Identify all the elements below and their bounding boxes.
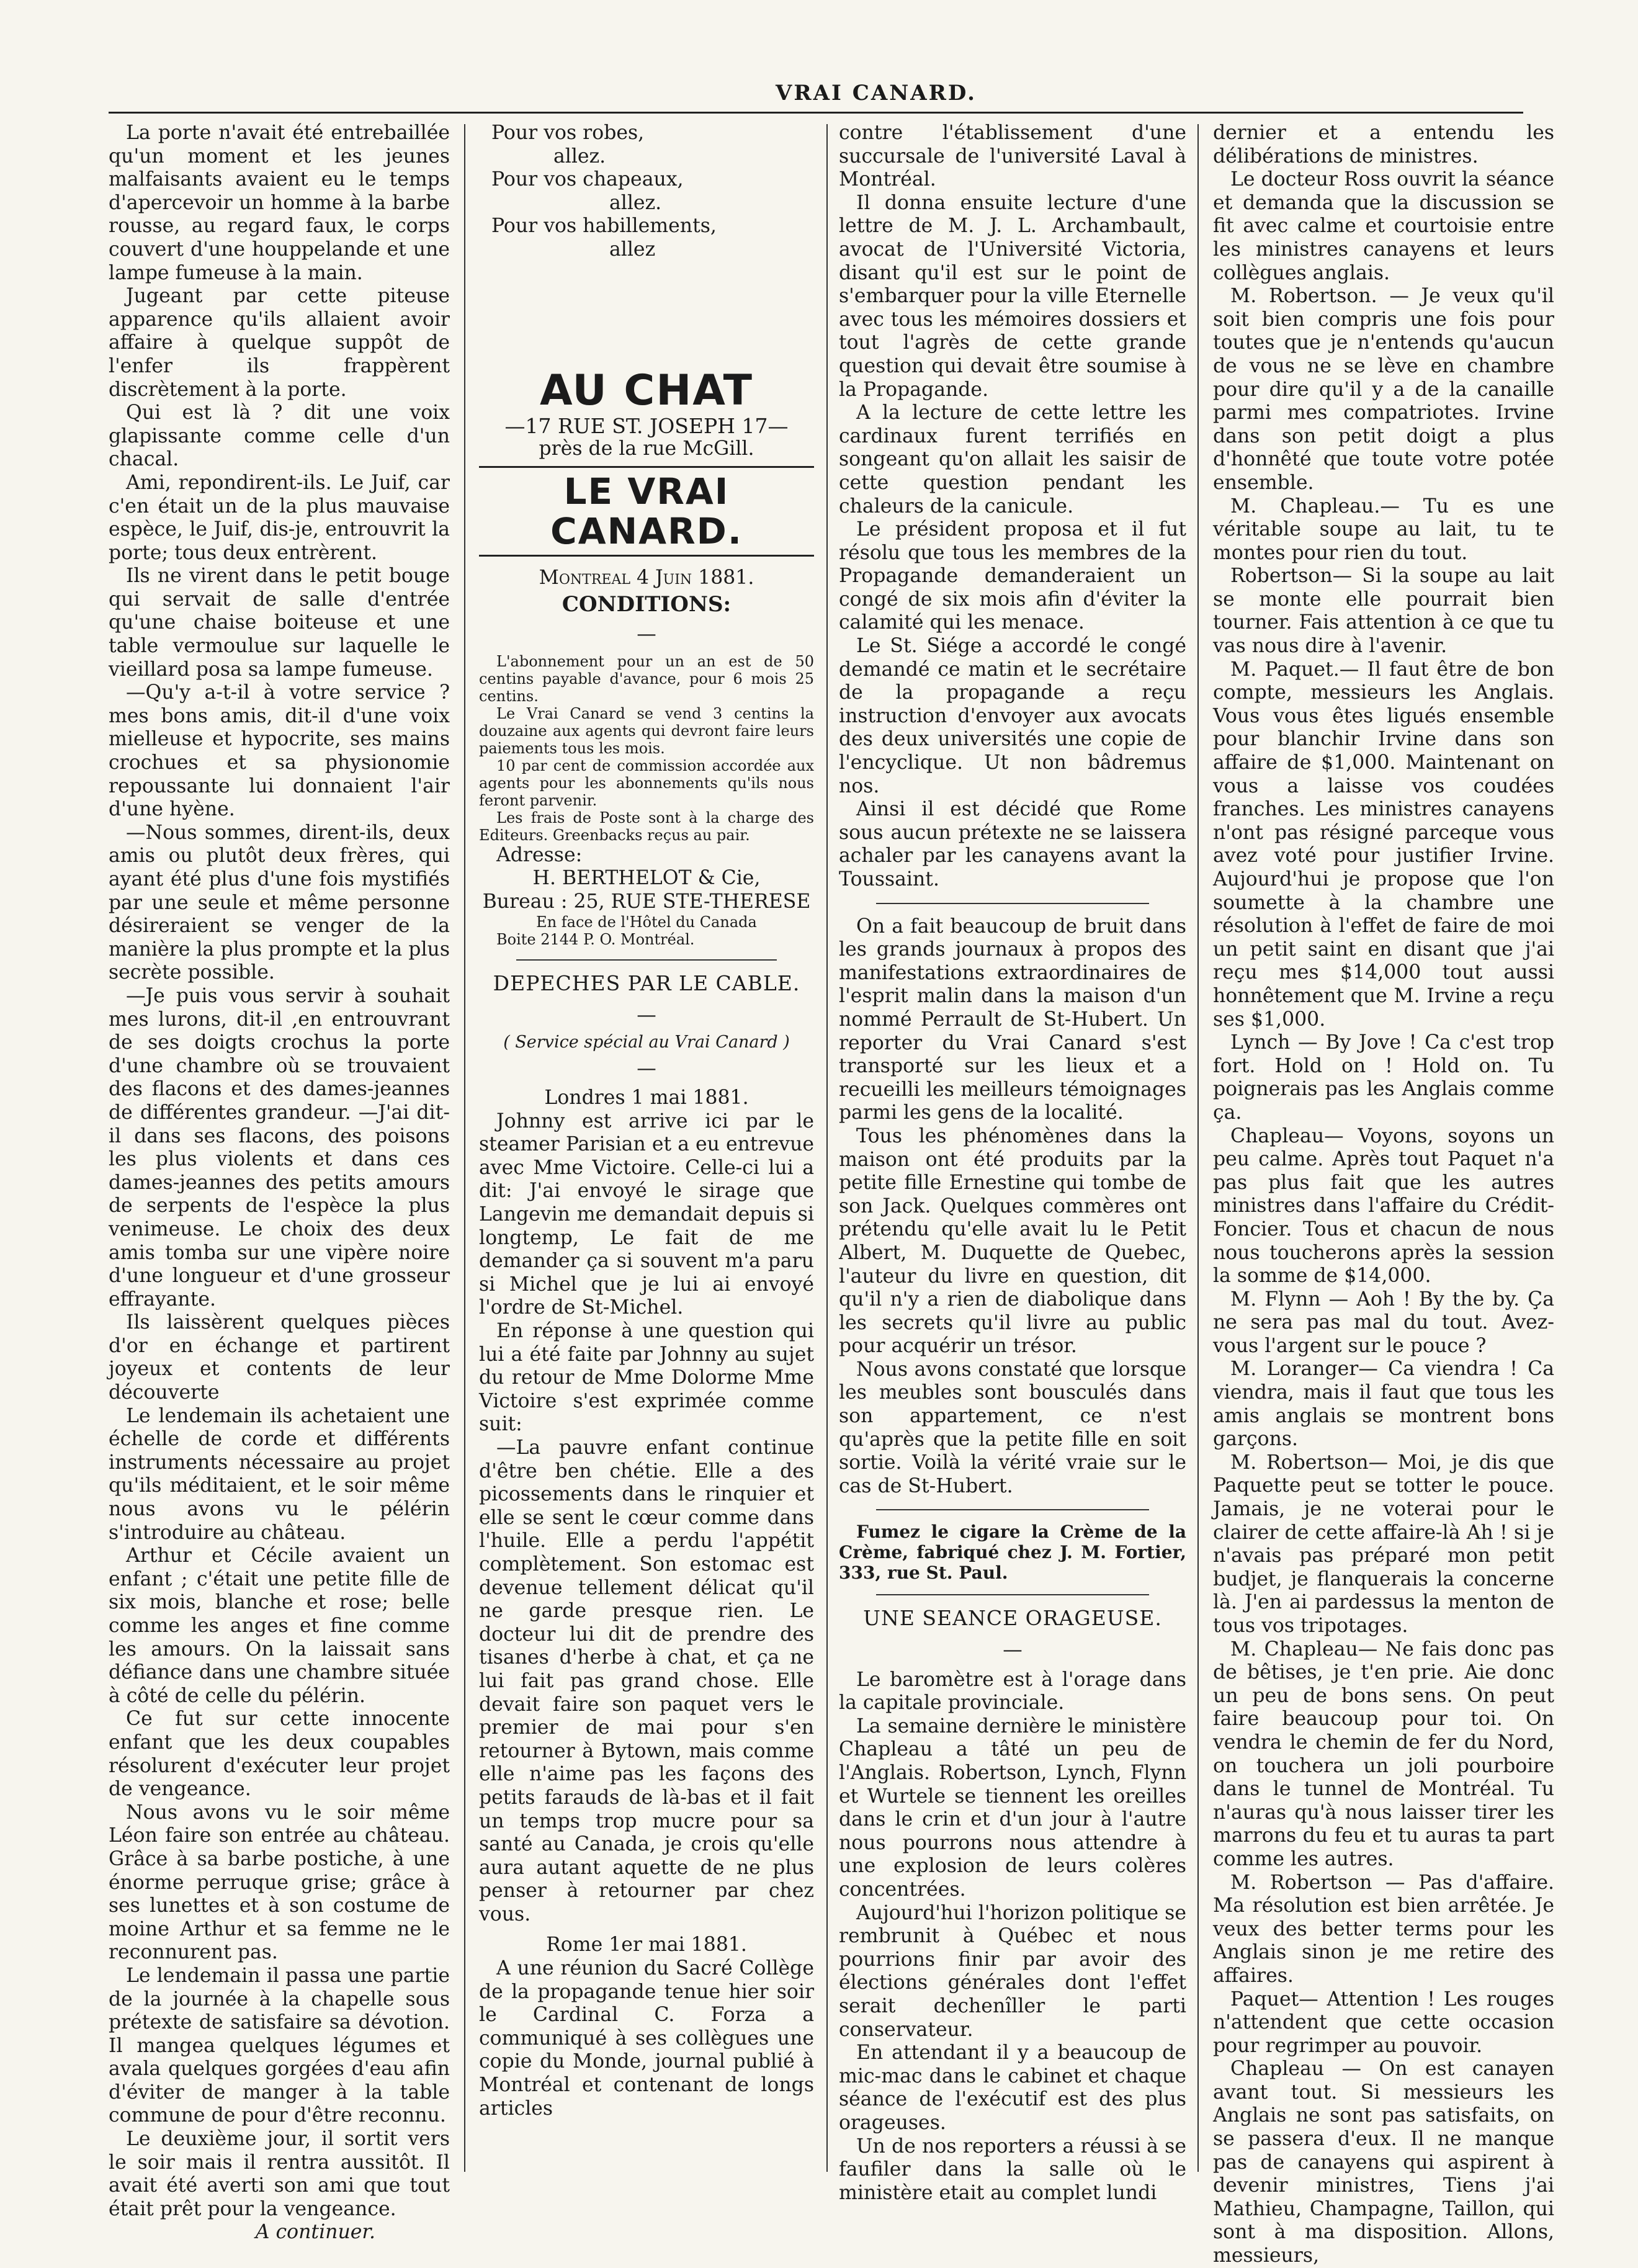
paragraph: —Qu'y a-t-il à votre service ? mes bons amis, dit-il d'une voix mielleuse et hypocrite, ses mains crochues et sa physionomie repoussante lui donnaient l'air d'une hyène. <box>109 681 450 821</box>
column-rule <box>464 124 465 2172</box>
paragraph: Robertson— Si la soupe au lait se monte elle pourrait bien tourner. Fais attention à ce que tu vas nous dire à l'avenir. <box>1213 565 1554 658</box>
column-4 <box>1213 122 1554 2267</box>
paragraph: Chapleau — On est canayen avant tout. Si messieurs les Anglais ne sont pas satisfaits, on se passera d'eux. Il ne manque pas de canayens qui aspirent à devenir ministres, Tiens j'ai Mathieu, Champagne, Taillon, qui sont à ma disposition. Allons, messieurs, <box>1213 2058 1554 2267</box>
paragraph: Nous avons constaté que lorsque les meubles sont bousculés dans son appartement, ce n'est qu'après que la petite fille en soit sortie. Voilà la vérité vraie sur le cas de St-Hubert. <box>839 1358 1186 1497</box>
paragraph: M. Flynn — Aoh ! By the by. Ça ne sera pas mal du tout. Avez-vous l'argent sur le pouce ? <box>1213 1288 1554 1357</box>
condition-line: L'abonnement pour un an est de 50 centins payable d'avance, pour 6 mois 25 centins. <box>479 652 814 705</box>
dash: — <box>637 1003 656 1026</box>
paragraph: Tous les phénomènes dans la maison ont été produits par la petite fille Ernestine qui tombe de son Jack. Quelques commères ont prétendu qu'elle avait lu le Petit Albert, M. Duquette de Quebec, l'auteur du livre en question, dit qu'il n'y a rien de diabolique dans les secrets qu'il livre au public pour acquérir un trésor. <box>839 1124 1186 1358</box>
dash: — <box>637 622 656 645</box>
paragraph: Nous avons vu le soir même Léon faire son entrée au château. Grâce à sa barbe postiche, à une énorme perruque grise; grâce à ses lunettes et à son costume de moine Arthur et sa femme ne le reconnurent pas. <box>109 1801 450 1964</box>
paragraph: —Nous sommes, dirent-ils, deux amis ou plutôt deux frères, qui ayant été plus d'une fois mystifiés par une seule et même personne désireraient se venger de la manière la plus prompte et la plus secrète possible. <box>109 821 450 984</box>
column-2 <box>479 122 814 2219</box>
bureau-note: En face de l'Hôtel du Canada <box>536 913 757 931</box>
ad-title: AU CHAT <box>540 365 753 415</box>
paragraph: Le lendemain il passa une partie de la journée à la chapelle sous prétexte de satisfaire sa dévotion. Il mangea quelques légumes et avala quelques gorgées d'eau afin d'éviter de manger à la table commune de pour d'être reconnu. <box>109 1964 450 2127</box>
ad-line: allez. <box>609 191 662 214</box>
paragraph: —La pauvre enfant continue d'être ben chétie. Elle a des picossements dans le rinquier et elle se sent le cœur comme dans l'huile. Elle a perdu l'appétit complètement. Son estomac est devenue tellement délicat qu'il ne garde presque rien. Le docteur lui dit de prendre des tisanes d'herbe à chat, et ça ne lui fait pas grand chose. Elle devait faire son paquet vers le premier de mai pour s'en retourner à Bytown, mais comme elle n'aime pas les façons des petits farauds de là-bas et il fait un temps trop mucre pour sa santé au Canada, je crois qu'elle aura autant aquette de ne plus penser à retourner par chez vous. <box>479 1437 814 1925</box>
paragraph: Il donna ensuite lecture d'une lettre de M. J. L. Archambault, avocat de l'Université Victoria, disant qu'il est sur le point de s'embarquer pour la ville Eternelle avec tous les mémoires dossiers et tout l'agrès de cette grande question qui devait être soumise à la Propagande. <box>839 191 1186 401</box>
paragraph: Qui est là ? dit une voix glapissante comme celle d'un chacal. <box>109 401 450 471</box>
divider <box>876 903 1149 904</box>
divider <box>516 959 777 961</box>
ad-line: allez <box>609 238 656 261</box>
paragraph: M. Loranger— Ca viendra ! Ca viendra, mais il faut que tous les amis anglais se montrent bons garçons. <box>1213 1358 1554 1451</box>
paragraph: M. Robertson. — Je veux qu'il soit bien compris une fois pour toutes que je n'entends qu'aucun de vous ne se lève en chambre pour dire qu'il y a de la canaille parmi mes compatriotes. Irvine dans son petit doigt a plus d'honnêté que toute votre potée ensemble. <box>1213 285 1554 494</box>
paragraph: Aujourd'hui l'horizon politique se rembrunit à Québec et nous pourrions finir par avoir des élections générales dont l'effet serait dechenîller le parti conservateur. <box>839 1901 1186 2041</box>
paragraph: —Je puis vous servir à souhait mes lurons, dit-il ,en entrouvrant de ses doigts crochus la porte d'une chambre où se trouvaient des flacons et des dames-jeannes de différentes grandeur. —J'ai dit-il dans ses flacons, des poisons les plus violents et dans ces dames-jeannes des petits amours de serpents de l'espèce la plus venimeuse. Le choix des deux amis tomba sur une vipère noire d'une longueur et d'une grosseur effrayante. <box>109 984 450 1311</box>
condition-line: Les frais de Poste sont à la charge des Editeurs. Greenbacks reçus au pair. <box>479 809 814 844</box>
post-box: Boite 2144 P. O. Montréal. <box>496 931 695 949</box>
paragraph: On a fait beaucoup de bruit dans les grands journaux à propos des manifestations extraordinaires de l'esprit malin dans la maison d'un nommé Perrault de St-Hubert. Un reporter du Vrai Canard s'est transporté sur les lieux et a recueilli les meilleurs témoignages parmi les gens de la localité. <box>839 915 1186 1124</box>
address-label: Adresse: <box>496 843 583 866</box>
dateline: Montreal 4 Juin 1881. <box>539 566 754 589</box>
header-rule <box>109 112 1523 114</box>
ad-line: Pour vos robes, <box>491 122 645 144</box>
paragraph: Le St. Siége a accordé le congé demandé ce matin et le secrétaire de la propagande a reçu instruction d'envoyer aux avocats des deux universités une copie de l'encyclique. Ut non bâdremus nos. <box>839 635 1186 797</box>
ad-address: —17 RUE ST. JOSEPH 17— <box>504 413 789 438</box>
paragraph: M. Chapleau.— Tu es une véritable soupe au lait, tu te montes pour rien du tout. <box>1213 495 1554 564</box>
paragraph: En attendant il y a beaucoup de mic-mac dans le cabinet et chaque séance de l'exécutif est des plus orageuses. <box>839 2042 1186 2134</box>
cigar-ad: Fumez le cigare la Crème de la Crème, fabriqué chez J. M. Fortier, 333, rue St. Paul. <box>839 1522 1186 1584</box>
column-3 <box>839 122 1186 2219</box>
paragraph: A une réunion du Sacré Collège de la propagande tenue hier soir le Cardinal C. Forza a communiqué à ses collègues une copie du Monde, journal publié à Montréal et contenant de longs articles <box>479 1957 814 2120</box>
paragraph: Johnny est arrive ici par le steamer Parisian et a eu entrevue avec Mme Victoire. Celle-ci lui a dit: J'ai envoyé le sirage que Langevin me demandait depuis si longtemp, Le fait de me demander ça si souvent m'a paru si Michel que je lui ai envoyé l'ordre de St-Michel. <box>479 1109 814 1319</box>
page-header <box>0 74 1638 112</box>
continued-signoff: A continuer. <box>255 2221 375 2244</box>
paragraph: Lynch — By Jove ! Ca c'est trop fort. Hold on ! Hold on. Tu poignerais pas les Anglais comme ça. <box>1213 1031 1554 1124</box>
paragraph: Chapleau— Voyons, soyons un peu calme. Après tout Paquet n'a pas plus fait que les autres ministres dans l'affaire du Crédit-Foncier. Tous et chacun de nous nous toucherons après la session la somme de $14,000. <box>1213 1124 1554 1288</box>
paragraph: Le docteur Ross ouvrit la séance et demanda que la discussion se fit avec calme et courtoisie entre les ministres canayens et leurs collègues anglais. <box>1213 168 1554 284</box>
bureau: Bureau : 25, RUE STE-THERESE <box>482 890 811 913</box>
paragraph: Le baromètre est à l'orage dans la capitale provinciale. <box>839 1668 1186 1714</box>
paragraph: A la lecture de cette lettre les cardinaux furent terrifiés en songeant qu'on allait les saisir de cette question pendant les chaleurs de la canicule. <box>839 401 1186 518</box>
condition-line: Le Vrai Canard se vend 3 centins la douzaine aux agents qui devront faire leurs paiements tous les mois. <box>479 704 814 757</box>
paragraph: Un de nos reporters a réussi à se faufiler dans la salle où le ministère etait au complet lundi <box>839 2135 1186 2204</box>
paragraph: dernier et a entendu les délibérations de ministres. <box>1213 122 1554 168</box>
paragraph: Arthur et Cécile avaient un enfant ; c'était une petite fille de six mois, blanche et rose; belle comme les anges et fine comme les amours. On la laissait sans défiance dans une chambre située à côté de celle du pélérin. <box>109 1544 450 1707</box>
section-heading: DEPECHES PAR LE CABLE. <box>493 971 800 996</box>
dash: — <box>1003 1639 1023 1662</box>
dateline: Rome 1er mai 1881. <box>546 1934 747 1956</box>
paragraph: Paquet— Attention ! Les rouges n'attendent que cette occasion pour regrimper au pouvoir. <box>1213 1988 1554 2057</box>
paragraph: M. Chapleau— Ne fais donc pas de bêtises, je t'en prie. Aie donc un peu de bons sens. On peut faire beaucoup pour toi. On vendra le chemin de fer du Nord, on touchera un joli pourboire dans le tunnel de Montréal. Tu n'auras qu'à nous laisser tirer les marrons du feu et tu auras ta part comme les autres. <box>1213 1638 1554 1870</box>
paragraph: Ainsi il est décidé que Rome sous aucun prétexte ne se laissera achaler par les canayens avant la Toussaint. <box>839 798 1186 890</box>
publisher: H. BERTHELOT & Cie, <box>532 867 761 890</box>
section-subheading: ( Service spécial au Vrai Canard ) <box>503 1032 790 1052</box>
divider <box>876 1509 1149 1510</box>
ad-line: Pour vos chapeaux, <box>491 168 684 191</box>
paragraph: Le lendemain ils achetaient une échelle de corde et différents instruments nécessaire au projet qu'ils méditaient, et le soir même nous avons vu le pélérin s'introduire au château. <box>109 1404 450 1544</box>
ad-line: Pour vos habillements, <box>491 215 717 238</box>
paragraph: Ami, repondirent-ils. Le Juif, car c'en était un de la plus mauvaise espèce, le Juif, dis-je, entrouvrit la porte; tous deux entrèrent. <box>109 471 450 564</box>
paragraph: Le président proposa et il fut résolu que tous les membres de la Propagande demanderaient un congé de six mois afin d'éviter la calamité qui les menace. <box>839 518 1186 634</box>
dateline: Londres 1 mai 1881. <box>544 1087 749 1109</box>
paragraph: M. Paquet.— Il faut être de bon compte, messieurs les Anglais. Vous vous êtes ligués ensemble pour blanchir Irvine dans son affaire de $1,000. Maintenant on vous a laisse vos coudées franches. Les ministres canayens n'ont pas résigné parceque vous avez voté pour justifier Irvine. Aujourd'hui je propose que l'on soumette à la chambre une résolution à l'effet de faire de moi un petit saint en disant que j'ai reçu mes $14,000 tout aussi honnêtement que M. Irvine a reçu ses $1,000. <box>1213 658 1554 1031</box>
column-1 <box>109 122 450 2244</box>
paragraph: Ce fut sur cette innocente enfant que les deux coupables résolurent d'exécuter leur projet de vengeance. <box>109 1708 450 1801</box>
paragraph: Ils ne virent dans le petit bouge qui servait de salle d'entrée qu'une chaise boiteuse et une table vermoulue sur laquelle le vieillard posa sa lampe fumeuse. <box>109 565 450 681</box>
paragraph: La porte n'avait été entrebaillée qu'un moment et les jeunes malfaisants avaient eu le temps d'apercevoir un homme à la barbe rousse, au regard faux, le corps couvert d'une houppelande et une lampe fumeuse à la main. <box>109 122 450 284</box>
divider <box>876 1594 1149 1595</box>
ad-near: près de la rue McGill. <box>539 437 754 460</box>
paragraph: contre l'établissement d'une succursale de l'université Laval à Montréal. <box>839 122 1186 191</box>
condition-line: 10 par cent de commission accordée aux agents pour les abonnements qu'ils nous feront parvenir. <box>479 756 814 809</box>
dash: — <box>637 1057 656 1080</box>
paragraph: M. Robertson — Pas d'affaire. Ma résolution est bien arrêtée. Je veux des better terms pour les Anglais sinon je me retire des affaires. <box>1213 1871 1554 1987</box>
paragraph: La semaine dernière le ministère Chapleau a tâté un peu de l'Anglais. Robertson, Lynch, Flynn et Wurtele se tiennent les oreilles dans le crin et d'un jour à l'autre nous pourrons nous attendre à une explosion de leurs colères concentrées. <box>839 1714 1186 1901</box>
conditions-title: CONDITIONS: <box>562 592 732 617</box>
paragraph: M. Robertson— Moi, je dis que Paquette peut se totter le pouce. Jamais, je ne voterai pour le clairer de cette affaire-là Ah ! si je n'avais pas préparé mon petit budjet, je flanquerais la concerne là. J'en ai pardessus la menton de tous vos tripotages. <box>1213 1451 1554 1637</box>
running-title: VRAI CANARD. <box>776 81 977 105</box>
masthead: LE VRAI CANARD. <box>479 466 814 557</box>
paragraph: Ils laissèrent quelques pièces d'or en échange et partirent joyeux et contents de leur découverte <box>109 1311 450 1404</box>
paragraph: Le deuxième jour, il sortit vers le soir mais il rentra aussitôt. Il avait été averti son ami que tout était prêt pour la vengeance. <box>109 2128 450 2220</box>
ad-line: allez. <box>553 145 606 168</box>
column-rule <box>826 124 828 2172</box>
column-rule <box>1197 124 1199 2172</box>
section-heading: UNE SEANCE ORAGEUSE. <box>863 1606 1162 1631</box>
paragraph: En réponse à une question qui lui a été faite par Johnny au sujet du retour de Mme Dolorme Mme Victoire s'est exprimée comme suit: <box>479 1320 814 1436</box>
paragraph: Jugeant par cette piteuse apparence qu'ils allaient avoir affaire à quelque suppôt de l'enfer ils frappèrent discrètement à la porte. <box>109 285 450 401</box>
